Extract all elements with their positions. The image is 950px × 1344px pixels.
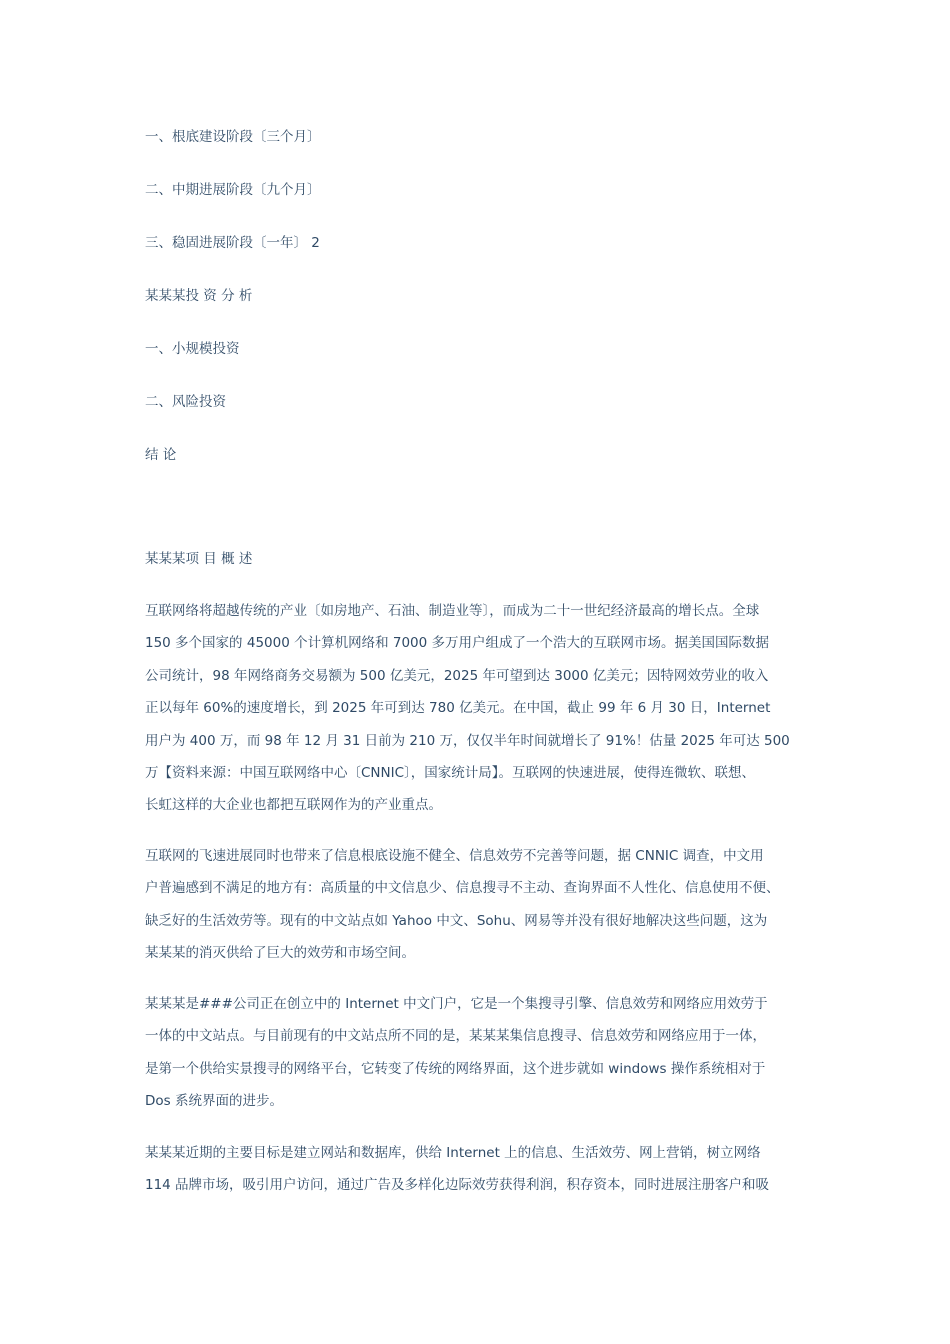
paragraph-line: 户普遍感到不满足的地方有：高质量的中文信息少、信息搜寻不主动、查询界面不人性化、信息使用不便、 [145, 880, 780, 897]
paragraph-company-portal [145, 988, 815, 1118]
toc-item-foundation-phase: 一、根底建设阶段〔三个月〕 [145, 129, 321, 145]
paragraph-line: 114 品牌市场，吸引用户访问，通过广告及多样化边际效劳获得利润，积存资本，同时进展注册客户和吸 [145, 1177, 770, 1194]
paragraph-line: 公司统计，98 年网络商务交易额为 500 亿美元，2025 年可望到达 3000 亿美元；因特网效劳业的收入 [145, 667, 769, 684]
paragraph-line: Dos 系统界面的进步。 [145, 1093, 283, 1110]
paragraph-line: 某某某近期的主要目标是建立网站和数据库，供给 Internet 上的信息、生活效劳、网上营销，树立网络 [145, 1145, 761, 1161]
paragraph-line: 互联网络将超越传统的产业〔如房地产、石油、制造业等〕，而成为二十一世纪经济最高的增长点。全球 [145, 603, 760, 619]
paragraph-line: 150 多个国家的 45000 个计算机网络和 7000 多万用户组成了一个浩大的互联网市场。据美国国际数据 [145, 635, 770, 652]
paragraph-line: 万【资料来源：中国互联网络中心〔CNNIC〕，国家统计局】。互联网的快速进展，使得连微软、联想、 [145, 764, 756, 781]
paragraph-line: 缺乏好的生活效劳等。现有的中文站点如 Yahoo 中文、Sohu、网易等并没有很好地解决这些问题，这为 [145, 912, 768, 929]
paragraph-internet-problems [145, 840, 815, 970]
paragraph-line: 某某某的消灭供给了巨大的效劳和市场空间。 [145, 945, 415, 962]
toc-item-midterm-phase: 二、中期进展阶段〔九个月〕 [145, 182, 321, 198]
paragraph-internet-market [145, 595, 815, 822]
paragraph-line: 一体的中文站点。与目前现有的中文站点所不同的是，某某某集信息搜寻、信息效劳和网络应用于一体， [145, 1028, 766, 1045]
toc-item-stable-phase: 三、稳固进展阶段〔一年〕 2 [145, 235, 320, 251]
paragraph-line: 是第一个供给实景搜寻的网络平台，它转变了传统的网络界面，这个进步就如 windows 操作系统相对于 [145, 1060, 766, 1077]
toc-item-venture-investment: 二、风险投资 [145, 394, 226, 410]
paragraph-line: 长虹这样的大企业也都把互联网作为的产业重点。 [145, 797, 442, 814]
toc-item-investment-analysis: 某某某投 资 分 析 [145, 288, 253, 304]
paragraph-line: 用户为 400 万，而 98 年 12 月 31 日前为 210 万，仅仅半年时间就增长了 91%！估量 2025 年可达 500 [145, 732, 790, 749]
paragraph-line: 正以每年 60%的速度增长，到 2025 年可到达 780 亿美元。在中国，截止 99 年 6 月 30 日，Internet [145, 700, 771, 717]
toc-item-conclusion: 结 论 [145, 447, 177, 463]
section-title-project-overview: 某某某项 目 概 述 [145, 551, 253, 567]
paragraph-near-term-goals [145, 1137, 815, 1202]
toc-item-small-investment: 一、小规模投资 [145, 341, 240, 357]
paragraph-line: 互联网的飞速进展同时也带来了信息根底设施不健全、信息效劳不完善等问题，据 CNNIC 调查，中文用 [145, 848, 764, 864]
paragraph-line: 某某某是###公司正在创立中的 Internet 中文门户，它是一个集搜寻引擎、信息效劳和网络应用效劳于 [145, 996, 768, 1012]
